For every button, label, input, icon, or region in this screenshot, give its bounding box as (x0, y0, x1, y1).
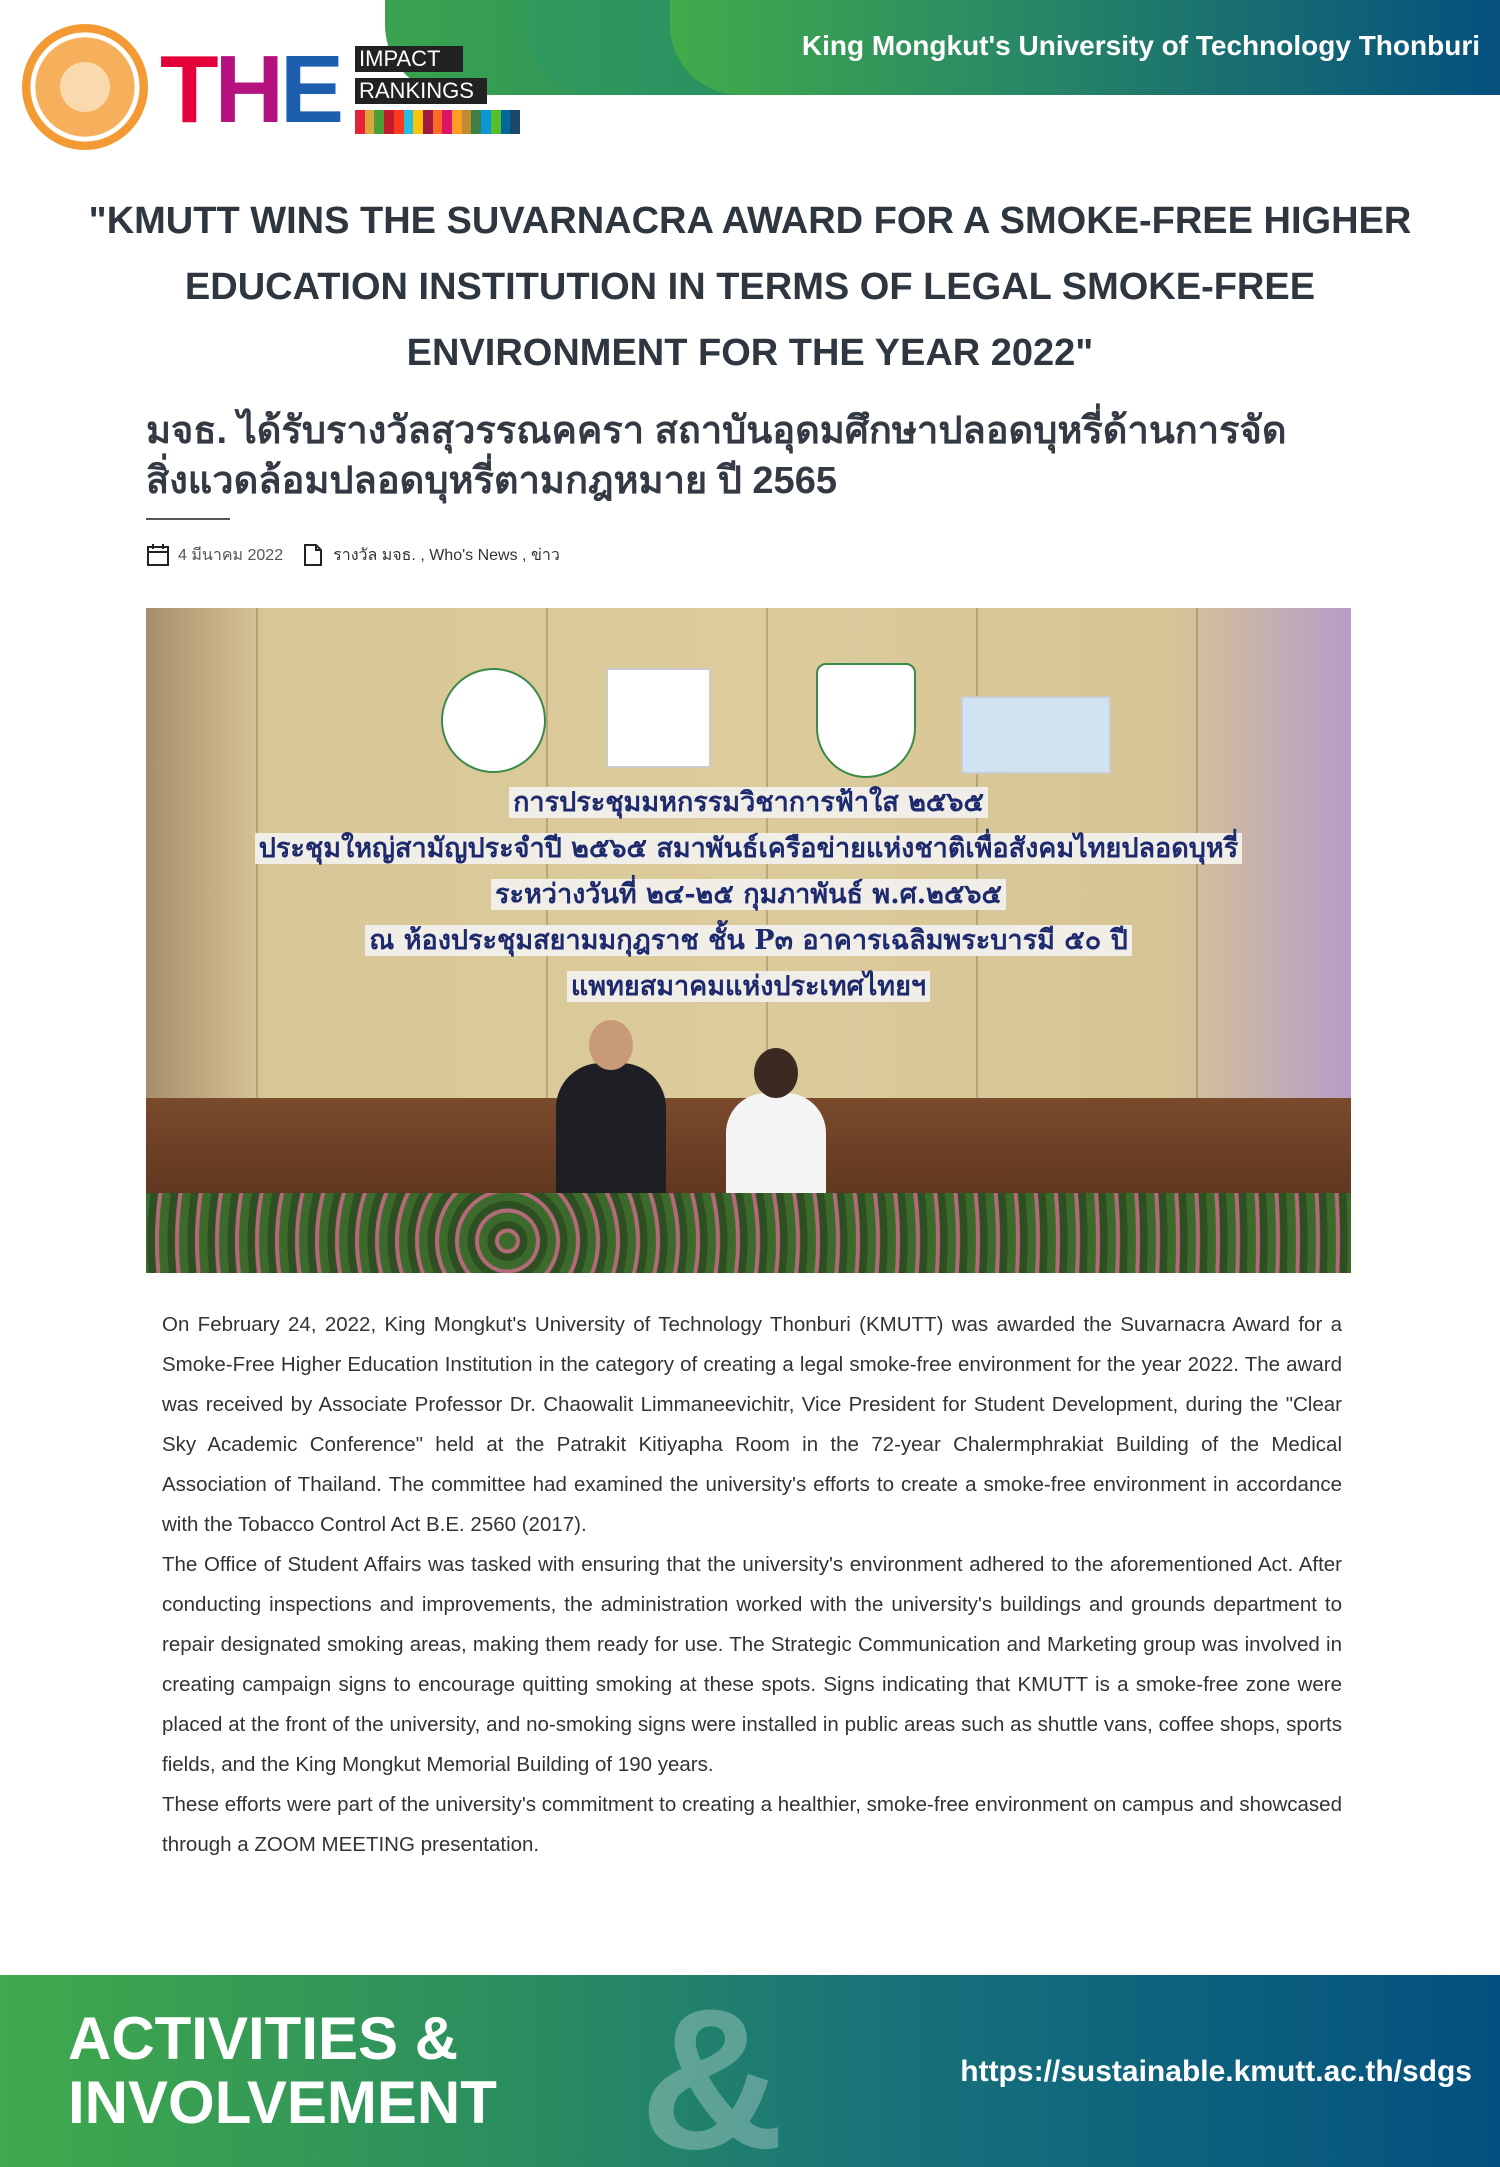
smoke-free-school-logo (816, 663, 916, 778)
paragraph: On February 24, 2022, King Mongkut's University of Technology Thonburi (KMUTT) was awarded the Suvarnacra Award for a Smoke-Free Higher Education Institution in the category of creating a legal smoke-free environment for the year 2022. The award was received by Associate Professor Dr. Chaowalit Limmaneevichitr, Vice President for Student Development, during the "Clear Sky Academic Conference" held at the Patrakit Kitiyapha Room in the 72-year Chalermphrakiat Building of the Medical Association of Thailand. The committee had examined the university's efforts to create a smoke-free environment in accordance with the Tobacco Control Act B.E. 2560 (2017). (162, 1313, 1342, 1536)
kmutt-seal-logo (22, 24, 148, 150)
post-meta (146, 542, 1500, 568)
calendar-icon (146, 542, 170, 568)
impact-rankings-label: IMPACT RANKINGS (355, 46, 487, 110)
photo-banner-text: การประชุมมหกรรมวิชาการฟ้าใส ๒๕๖๕ ประชุมใหญ่สามัญประจำปี ๒๕๖๕ สมาพันธ์เครือข่ายแห่งชาติเพื่อสังคมไทยปลอดบุหรี่ ระหว่างวันที่ ๒๔-๒๕ กุมภาพันธ์ พ.ศ.๒๕๖๕ ณ ห้องประชุมสยามมกุฎราช ชั้น P๓ อาคารเฉลิมพระบารมี ๕๐ ปี แพทยสมาคมแห่งประเทศไทยฯ (146, 783, 1351, 1007)
no-smoking-logo (441, 668, 546, 773)
clear-sky-logo (961, 696, 1111, 774)
network-logo (606, 668, 711, 768)
sdgs-url-link[interactable]: https://sustainable.kmutt.ac.th/sdgs (960, 2055, 1472, 2088)
post-categories[interactable]: รางวัล มจธ. , Who's News , ข่าว (333, 546, 560, 564)
university-name: King Mongkut's University of Technology Thonburi (801, 30, 1480, 61)
thai-title: มจธ. ได้รับรางวัลสุวรรณคครา สถาบันอุดมศึกษาปลอดบุหรี่ด้านการจัด สิ่งแวดล้อมปลอดบุหรี่ตามกฎหมาย ปี 2565 (146, 410, 1287, 502)
plants-foreground (146, 1193, 1351, 1273)
document-icon (301, 542, 325, 568)
award-ceremony-photo (146, 608, 1351, 1273)
sdg-color-stripes (355, 110, 520, 134)
the-impact-rankings-logo: T H E (160, 36, 340, 143)
article-title: "KMUTT WINS THE SUVARNACRA AWARD FOR A SMOKE-FREE HIGHER EDUCATION INSTITUTION IN TERMS OF LEGAL SMOKE-FREE ENVIRONMENT FOR THE YEAR 2022" (88, 200, 1412, 374)
paragraph: The Office of Student Affairs was tasked with ensuring that the university's environment adhered to the aforementioned Act. After conducting inspections and improvements, the administration worked with the university's buildings and grounds department to repair designated smoking areas, making them ready for use. The Strategic Communication and Marketing group was involved in creating campaign signs to encourage quitting smoking at these spots. Signs indicating that KMUTT is a smoke-free zone were placed at the front of the university, and no-smoking signs were installed in public areas such as shuttle vans, coffee shops, sports fields, and the King Mongkut Memorial Building of 190 years. (162, 1553, 1342, 1776)
article-body (162, 1305, 1342, 1865)
paragraph: These efforts were part of the university's commitment to creating a healthier, smoke-free environment on campus and showcased through a ZOOM MEETING presentation. (162, 1793, 1342, 1856)
ampersand-watermark: & (640, 1975, 785, 2167)
post-date: 4 มีนาคม 2022 (178, 546, 284, 564)
title-divider (146, 518, 230, 520)
activities-involvement-label: ACTIVITIES & INVOLVEMENT (68, 2005, 497, 2136)
footer-banner (0, 1975, 1500, 2167)
